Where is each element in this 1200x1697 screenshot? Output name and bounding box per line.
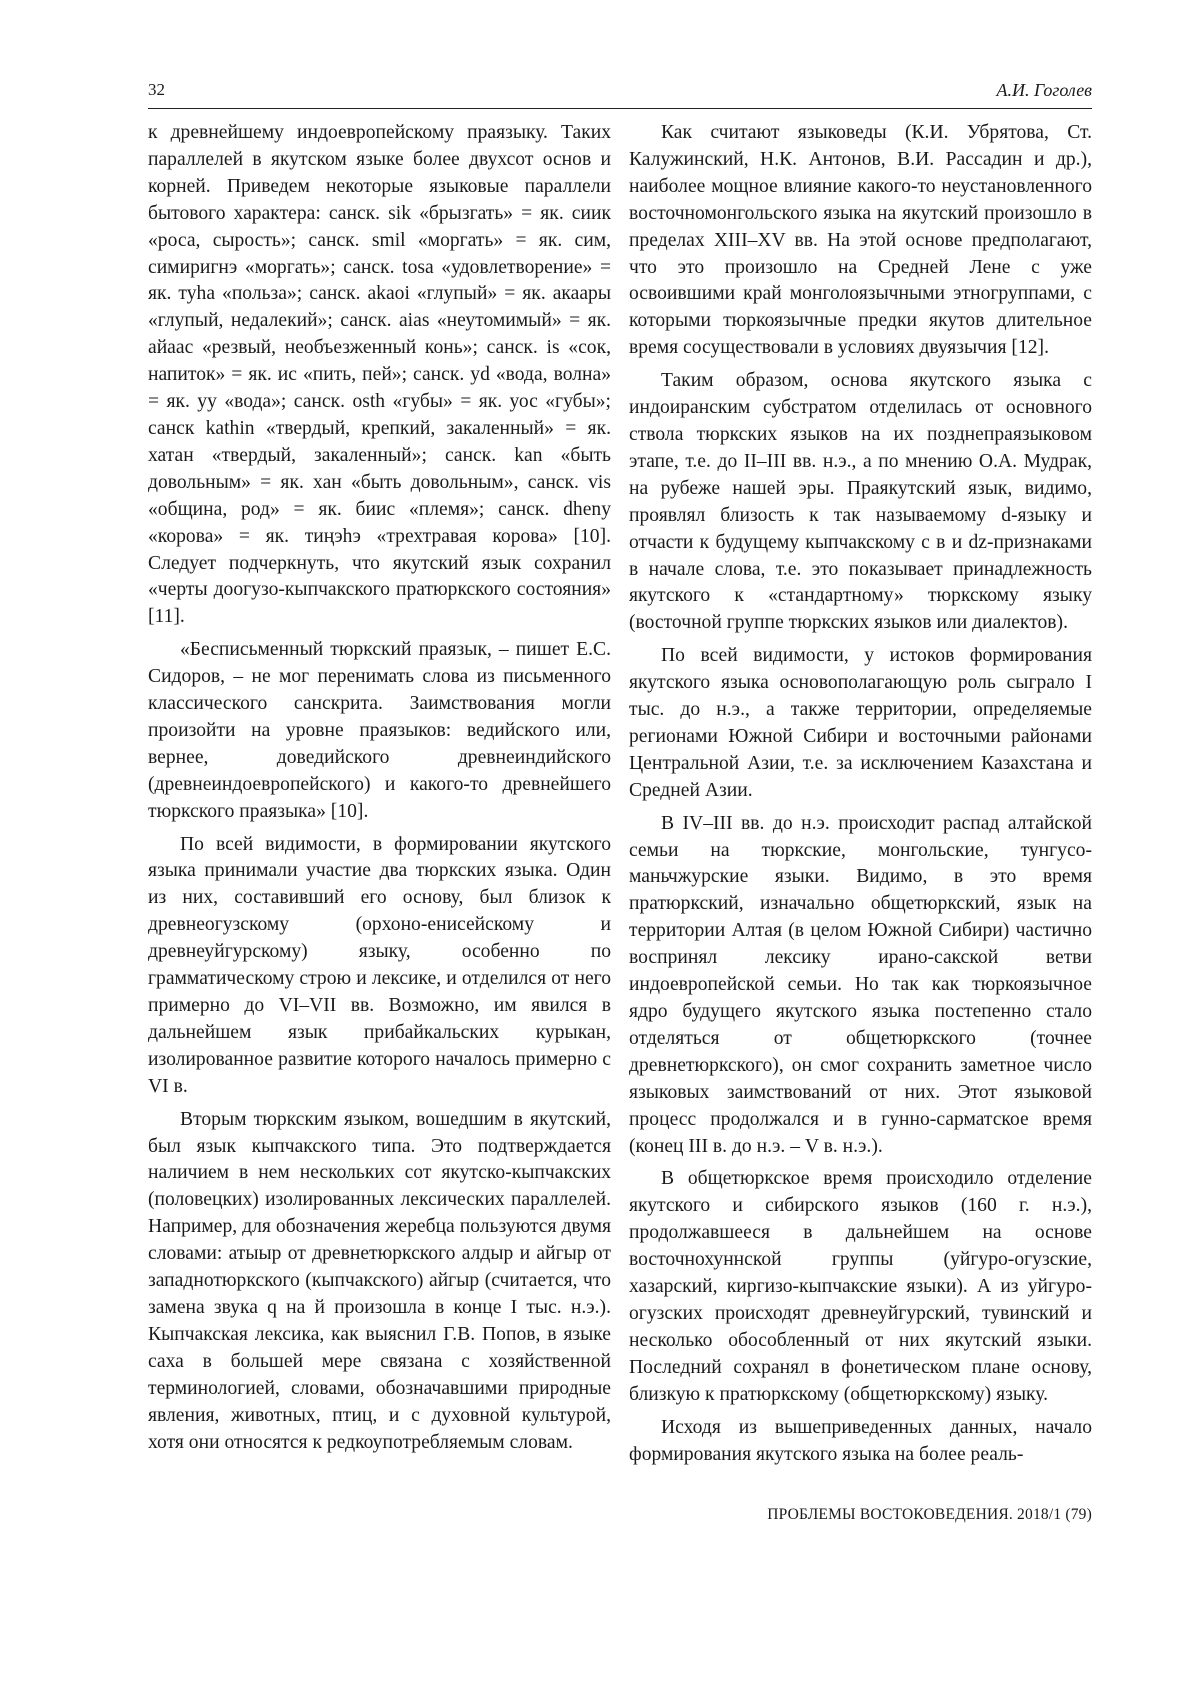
journal-footer: ПРОБЛЕМЫ ВОСТОКОВЕДЕНИЯ. 2018/1 (79) bbox=[767, 1506, 1092, 1523]
paragraph: «Бесписьменный тюркский праязык, – пишет Е.С. Сидоров, – не мог перенимать слова из письменного классического санскрита. Заимствования могли произойти на уровне праязыков: ведийского или, вернее, доведийского древнеиндийского (древнеиндоевропейского) и какого-то древнейшего тюркского праязыка» [10]. bbox=[148, 639, 611, 822]
running-header bbox=[148, 80, 1092, 109]
author-running-head: А.И. Гоголев bbox=[996, 80, 1092, 100]
paragraph: Вторым тюркским языком, вошедшим в якутский, был язык кыпчакского типа. Это подтверждается наличием в нем нескольких сот якутско-кыпчакских (половецких) изолированных лексических параллелей. Например, для обозначения жеребца пользуются двумя словами: атыыр от древнетюркского алдыр и айгыр от западнотюркского (кыпчакского) айгыр (считается, что замена звука q на й произошла в конце I тыс. н.э.). Кыпчакская лексика, как выяснил Г.В. Попов, в языке саха в большей мере связана с хозяйственной терминологией, словами, обозначавшими природные явления, животных, птиц, и с духовной культурой, хотя они относятся к редкоупотребляемым словам. bbox=[148, 1108, 611, 1453]
paragraph: Таким образом, основа якутского языка с индоиранским субстратом отделилась от основного ствола тюркских языков на их позднепраязыковом этапе, т.е. до II–III вв. н.э., а по мнению О.А. Мудрак, на рубеже нашей эры. Праякутский язык, видимо, проявлял близость к так называемому d-языку и отчасти к будущему кыпчакскому с в и dz-признаками в начале слова, т.е. это показывает принадлежность якутского к «стандартному» тюркскому языку (восточной группе тюркских языков или диалектов). bbox=[629, 370, 1092, 634]
paragraph: Как считают языковеды (К.И. Убрятова, Ст. Калужинский, Н.К. Антонов, В.И. Рассадин и др.), наиболее мощное влияние какого-то неустановленного восточномонгольского языка на якутский произошло в пределах XIII–XV вв. На этой основе предполагают, что это произошло на Средней Лене с уже освоившими край монголоязычными этногруппами, с которыми тюркоязычные предки якутов длительное время сосуществовали в условиях двуязычия [12]. bbox=[629, 122, 1092, 359]
left-column bbox=[148, 120, 611, 1456]
right-column bbox=[629, 120, 1092, 1468]
paragraph: По всей видимости, в формировании якутского языка принимали участие два тюркских языка. Один из них, составивший его основу, был близок к древнеогузскому (орхоно-енисейскому и древнеуйгурскому) языку, особенно по грамматическому строю и лексике, и отделился от него примерно до VI–VII вв. Возможно, им явился в дальнейшем язык прибайкальских курыкан, изолированное развитие которого началось примерно с VI в. bbox=[148, 833, 611, 1097]
paragraph: к древнейшему индоевропейскому праязыку. Таких параллелей в якутском языке более двухсот основ и корней. Приведем некоторые языковые параллели бытового характера: санск. sik «брызгать» = як. сиик «роса, сырость»; санск. smil «моргать» = як. сим, симиригнэ «моргать»; санск. tosa «удовлетворение» = як. туһа «польза»; санск. akaoi «глупый» = як. акаары «глупый, недалекий»; санск. aias «неутомимый» = як. айаас «резвый, необъезженный конь»; санск. is «сок, напиток» = як. ис «пить, пей»; санск. yd «вода, волна» = як. уу «вода»; санск. osth «губы» = як. уос «губы»; санск kathin «твердый, крепкий, закаленный» = як. хатан «твердый, закаленный»; санск. kan «быть довольным» = як. хан «быть довольным», санск. vis «община, род» = як. биис «племя»; санск. dheny «корова» = як. тиңэһэ «трехтравая корова» [10]. Следует подчеркнуть, что якутский язык сохранил «черты доогузо-кыпчакского пратюркского состояния» [11]. bbox=[148, 122, 611, 628]
paragraph: Исходя из вышеприведенных данных, начало формирования якутского языка на более реаль- bbox=[629, 1416, 1092, 1465]
page-number: 32 bbox=[148, 80, 165, 99]
paragraph: По всей видимости, у истоков формирования якутского языка основополагающую роль сыграло I тыс. до н.э., а также территории, определяемые регионами Южной Сибири и восточными районами Центральной Азии, т.е. за исключением Казахстана и Средней Азии. bbox=[629, 645, 1092, 801]
paragraph: В IV–III вв. до н.э. происходит распад алтайской семьи на тюркские, монгольские, тунгусо-маньчжурские языки. Видимо, в это время пратюркский, изначально общетюркский, язык на территории Алтая (в целом Южной Сибири) частично воспринял лексику ирано-сакской ветви индоевропейской семьи. Но так как тюркоязычное ядро будущего якутского языка постепенно стало отделяться от общетюркского (точнее древнетюркского), он смог сохранить заметное число языковых заимствований от них. Этот языковой процесс продолжался и в гунно-сарматское время (конец III в. до н.э. – V в. н.э.). bbox=[629, 812, 1092, 1157]
paragraph: В общетюркское время происходило отделение якутского и сибирского языков (160 г. н.э.), продолжавшееся в дальнейшем на основе восточнохуннской группы (уйгуро-огузские, хазарский, киргизо-кыпчакские языки). А из уйгуро-огузских происходят древнеуйгурский, тувинский и несколько обособленный от них якутский языки. Последний сохранял в фонетическом плане основу, близкую к пратюркскому (общетюркскому) языку. bbox=[629, 1168, 1092, 1405]
